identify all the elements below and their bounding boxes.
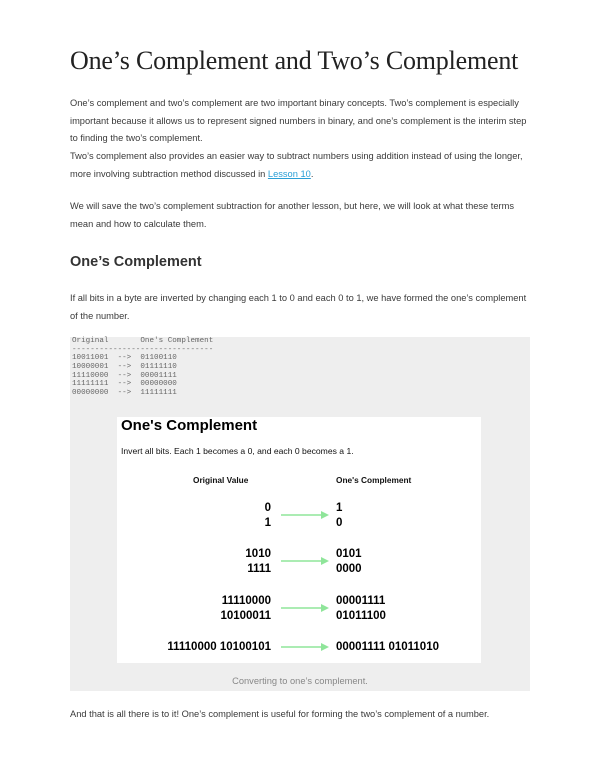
complement-value: [336, 501, 342, 531]
original-value: [167, 640, 271, 655]
ones-complement-header: One's Complement: [336, 475, 412, 485]
complement-line: 1: [336, 502, 343, 514]
code-line: Original One's Complement: [72, 337, 214, 345]
intro-paragraph-1: One’s complement and two’s complement are two important binary concepts. Two’s complement is especially important because it allows us to represent signed numbers in binary, and one’s complement is the interim step to finding the two’s complement.: [70, 98, 527, 143]
intro-paragraph-3: We will save the two’s complement subtraction for another lesson, but here, we will look at what these terms mean and how to calculate them.: [70, 201, 515, 229]
code-line: 10011001 --> 01100110: [72, 354, 177, 363]
arrow-icon: [281, 556, 329, 566]
arrow-icon: [281, 510, 329, 520]
intro-paragraph-2: [70, 148, 535, 183]
code-line: -------------------------------: [72, 345, 214, 354]
code-line: 00000000 --> 11111111: [72, 389, 177, 398]
complement-line: 00001111: [336, 595, 386, 607]
arrow-icon: [281, 603, 329, 613]
original-line: 0: [264, 502, 271, 514]
complement-line: 00001111 01011010: [336, 641, 439, 653]
complement-line: 0000: [336, 563, 362, 575]
complement-value: [336, 547, 362, 577]
complement-line: 0: [336, 517, 343, 529]
figure-subtitle: Invert all bits. Each 1 becomes a 0, and each 0 becomes a 1.: [121, 446, 354, 456]
figure: [70, 417, 530, 691]
original-line: 11110000 10100101: [167, 641, 271, 653]
page-title: One’s Complement and Two’s Complement: [70, 46, 519, 75]
complement-value: [336, 640, 439, 655]
figure-title: One's Complement: [121, 417, 258, 434]
complement-line: 01011100: [336, 610, 386, 622]
original-value-header: Original Value: [193, 475, 249, 485]
closing-paragraph: And that is all there is to it! One’s complement is useful for forming the two’s complement of a number.: [70, 709, 490, 719]
original-value: [245, 547, 271, 577]
code-block: [70, 337, 530, 417]
complement-value: [336, 594, 386, 624]
section-heading: One’s Complement: [70, 254, 202, 270]
intro-paragraph-2-end: .: [310, 168, 314, 179]
complement-line: 0101: [336, 548, 362, 560]
original-value: [265, 501, 271, 531]
section-paragraph: If all bits in a byte are inverted by changing each 1 to 0 and each 0 to 1, we have formed the one’s complement of the number.: [70, 293, 527, 321]
original-line: 10100011: [220, 610, 271, 622]
arrow-icon: [281, 642, 329, 652]
intro-paragraph-2-text: Two’s complement also provides an easier way to subtract numbers using addition instead of using the longer, more involving subtraction method discussed in: [70, 151, 523, 179]
figure-caption: Converting to one’s complement.: [232, 676, 368, 686]
code-line: 10000001 --> 01111110: [72, 363, 177, 372]
lesson-10-link[interactable]: Lesson 10: [267, 168, 311, 179]
code-line: 11110000 --> 00001111: [72, 371, 177, 380]
original-line: 1010: [245, 548, 271, 560]
original-line: 1: [264, 517, 271, 529]
code-line: 11111111 --> 00000000: [72, 380, 177, 389]
original-value: [220, 594, 271, 624]
original-line: 1111: [247, 563, 271, 575]
figure-image: [117, 417, 481, 663]
original-line: 11110000: [221, 595, 271, 607]
